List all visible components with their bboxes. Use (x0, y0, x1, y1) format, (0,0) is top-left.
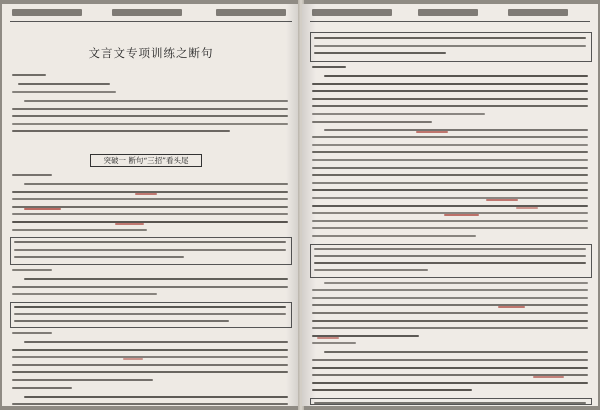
text-line (312, 327, 588, 329)
text-line (314, 52, 446, 54)
right-header-rule (310, 21, 590, 22)
handwritten-mark (486, 199, 518, 201)
subheading-line (12, 74, 46, 76)
text-line (14, 241, 286, 243)
handwritten-mark (516, 207, 537, 209)
text-line (324, 351, 588, 353)
text-line (312, 174, 588, 176)
text-line (24, 396, 288, 398)
left-page (2, 4, 300, 406)
text-line (12, 364, 288, 366)
handwritten-mark (24, 208, 61, 210)
right-header-name (508, 9, 568, 16)
text-line (312, 312, 588, 314)
text-line (312, 83, 588, 85)
text-line (312, 297, 588, 299)
handwritten-mark (115, 223, 144, 225)
text-line (312, 197, 588, 199)
page-title: 文言文专项训练之断句 (88, 46, 214, 60)
right-page-text-lines (302, 4, 598, 406)
objective-line (18, 83, 110, 85)
text-line (312, 227, 588, 229)
text-line (24, 341, 288, 343)
text-line (312, 189, 588, 191)
subheading-line (12, 269, 52, 271)
text-line (14, 256, 184, 258)
text-line (12, 213, 288, 215)
subheading-line (12, 387, 72, 389)
handwritten-mark (317, 337, 339, 339)
right-header-date (312, 9, 392, 16)
section-heading-box: 突破一 断句“三招”看头尾 (90, 154, 202, 167)
text-line (12, 108, 288, 110)
text-line (24, 100, 288, 102)
text-line (12, 198, 288, 200)
text-line (312, 359, 588, 361)
text-line (312, 144, 588, 146)
left-header-school (12, 9, 82, 16)
subheading-line (312, 121, 432, 123)
text-line (314, 45, 586, 47)
handwritten-mark (416, 131, 448, 133)
text-line (12, 293, 157, 295)
subheading-line (12, 91, 116, 93)
text-line (12, 123, 288, 125)
text-line (12, 115, 288, 117)
right-fold-shadow (302, 4, 316, 406)
text-line (312, 320, 588, 322)
left-header-rule (10, 21, 292, 22)
right-header-class (418, 9, 478, 16)
left-header-author (112, 9, 182, 16)
text-line (12, 379, 153, 381)
text-line (312, 304, 588, 306)
handwritten-mark (123, 358, 143, 360)
text-line (314, 402, 586, 404)
subheading-line (12, 174, 52, 176)
text-line (312, 136, 588, 138)
text-line (312, 382, 588, 384)
text-line (14, 306, 286, 308)
text-line (312, 159, 588, 161)
text-line (312, 167, 588, 169)
text-line (24, 183, 288, 185)
left-header-reviewer (216, 9, 286, 16)
text-line (314, 269, 428, 271)
handwritten-mark (444, 214, 479, 216)
text-line (14, 320, 229, 322)
text-line (324, 75, 588, 77)
text-line (312, 113, 485, 115)
left-page-text-lines (2, 4, 300, 406)
text-line (314, 255, 586, 257)
handwritten-mark (135, 193, 158, 195)
text-line (312, 220, 588, 222)
text-line (324, 282, 588, 284)
right-page (302, 4, 598, 406)
text-line (312, 235, 476, 237)
text-line (312, 289, 588, 291)
text-line (312, 151, 588, 153)
text-line (12, 130, 230, 132)
text-line (314, 262, 586, 264)
text-line (312, 105, 588, 107)
text-line (324, 129, 588, 131)
text-line (12, 356, 288, 358)
subheading-line (12, 332, 52, 334)
text-line (12, 349, 288, 351)
text-line (12, 371, 288, 373)
text-line (12, 403, 288, 405)
text-line (12, 221, 288, 223)
text-line (312, 98, 588, 100)
text-line (312, 90, 588, 92)
text-line (314, 248, 586, 250)
text-line (312, 367, 588, 369)
text-line (14, 313, 286, 315)
handwritten-mark (498, 306, 525, 308)
handwritten-mark (533, 376, 564, 378)
text-line (312, 389, 472, 391)
text-line (314, 37, 586, 39)
text-line (14, 249, 286, 251)
text-line (12, 286, 288, 288)
text-line (312, 205, 588, 207)
subheading-line (312, 66, 346, 68)
text-line (12, 229, 147, 231)
text-line (312, 182, 588, 184)
text-line (24, 278, 288, 280)
subheading-line (312, 342, 356, 344)
